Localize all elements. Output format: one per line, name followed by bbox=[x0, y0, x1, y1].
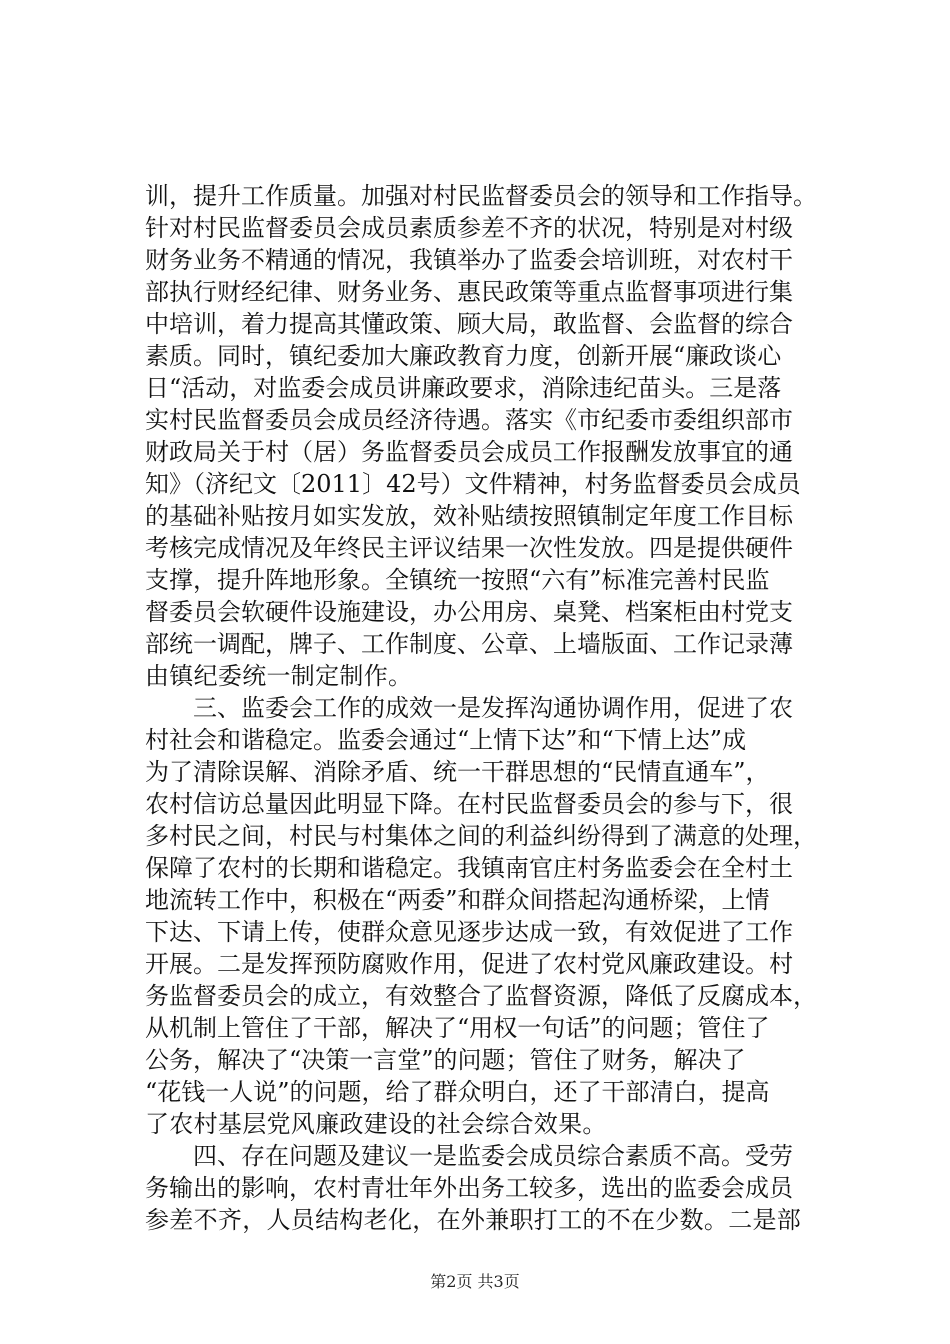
text-line: 务监督委员会的成立，有效整合了监督资源，降低了反腐成本， bbox=[145, 982, 817, 1010]
paragraph bbox=[145, 180, 835, 692]
text-line: 下达、下请上传，使群众意见逐步达成一致，有效促进了工作 bbox=[145, 918, 793, 946]
document-body bbox=[145, 180, 835, 1236]
text-line: 公务，解决了“决策一言堂”的问题；管住了财务，解决了 bbox=[145, 1046, 746, 1074]
text-line: 由镇纪委统一制定制作。 bbox=[145, 662, 413, 690]
text-line: “花钱一人说”的问题，给了群众明白，还了干部清白，提高 bbox=[145, 1078, 770, 1106]
text-line: 知》（济纪文〔2011〕42号）文件精神，村务监督委员会成员 bbox=[145, 470, 801, 498]
text-line: 训，提升工作质量。加强对村民监督委员会的领导和工作指导。 bbox=[145, 182, 817, 210]
text-line: 部统一调配，牌子、工作制度、公章、上墙版面、工作记录薄 bbox=[145, 630, 793, 658]
text-line: 的基础补贴按月如实发放，效补贴绩按照镇制定年度工作目标 bbox=[145, 502, 793, 530]
text-line: 三、监委会工作的成效一是发挥沟通协调作用，促进了农 bbox=[193, 694, 793, 722]
text-line: 了农村基层党风廉政建设的社会综合效果。 bbox=[145, 1110, 607, 1138]
text-line: 支撑，提升阵地形象。全镇统一按照“六有”标准完善村民监 bbox=[145, 566, 770, 594]
text-line: 考核完成情况及年终民主评议结果一次性发放。四是提供硬件 bbox=[145, 534, 793, 562]
text-line: 参差不齐，人员结构老化，在外兼职打工的不在少数。二是部 bbox=[145, 1206, 802, 1234]
text-line: 四、存在问题及建议一是监委会成员综合素质不高。受劳 bbox=[193, 1142, 793, 1170]
text-line: 实村民监督委员会成员经济待遇。落实《市纪委市委组织部市 bbox=[145, 406, 793, 434]
text-line: 部执行财经纪律、财务业务、惠民政策等重点监督事项进行集 bbox=[145, 278, 793, 306]
text-line: 村社会和谐稳定。监委会通过“上情下达”和“下情上达”成 bbox=[145, 726, 747, 754]
text-line: 为了清除误解、消除矛盾、统一干群思想的“民情直通车”， bbox=[145, 758, 770, 786]
text-line: 财政局关于村（居）务监督委员会成员工作报酬发放事宜的通 bbox=[145, 438, 793, 466]
text-line: 农村信访总量因此明显下降。在村民监督委员会的参与下，很 bbox=[145, 790, 793, 818]
text-line: 地流转工作中，积极在“两委”和群众间搭起沟通桥梁，上情 bbox=[145, 886, 770, 914]
text-line: 务输出的影响，农村青壮年外出务工较多，选出的监委会成员 bbox=[145, 1174, 793, 1202]
page-footer: 第2页 共3页 bbox=[430, 1272, 520, 1291]
text-line: 财务业务不精通的情况，我镇举办了监委会培训班，对农村干 bbox=[145, 246, 793, 274]
text-line: 日“活动，对监委会成员讲廉政要求，消除违纪苗头。三是落 bbox=[145, 374, 782, 402]
text-line: 保障了农村的长期和谐稳定。我镇南官庄村务监委会在全村土 bbox=[145, 854, 793, 882]
text-line: 中培训，着力提高其懂政策、顾大局，敢监督、会监督的综合 bbox=[145, 310, 793, 338]
paragraph bbox=[145, 1140, 835, 1236]
text-line: 素质。同时，镇纪委加大廉政教育力度，创新开展“廉政谈心 bbox=[145, 342, 782, 370]
text-line: 开展。二是发挥预防腐败作用，促进了农村党风廉政建设。村 bbox=[145, 950, 793, 978]
text-line: 从机制上管住了干部，解决了“用权一句话”的问题；管住了 bbox=[145, 1014, 770, 1042]
text-line: 针对村民监督委员会成员素质参差不齐的状况，特别是对村级 bbox=[145, 214, 793, 242]
text-line: 督委员会软硬件设施建设，办公用房、桌凳、档案柜由村党支 bbox=[145, 598, 793, 626]
text-line: 多村民之间，村民与村集体之间的利益纠纷得到了满意的处理， bbox=[145, 822, 817, 850]
paragraph bbox=[145, 692, 835, 1140]
